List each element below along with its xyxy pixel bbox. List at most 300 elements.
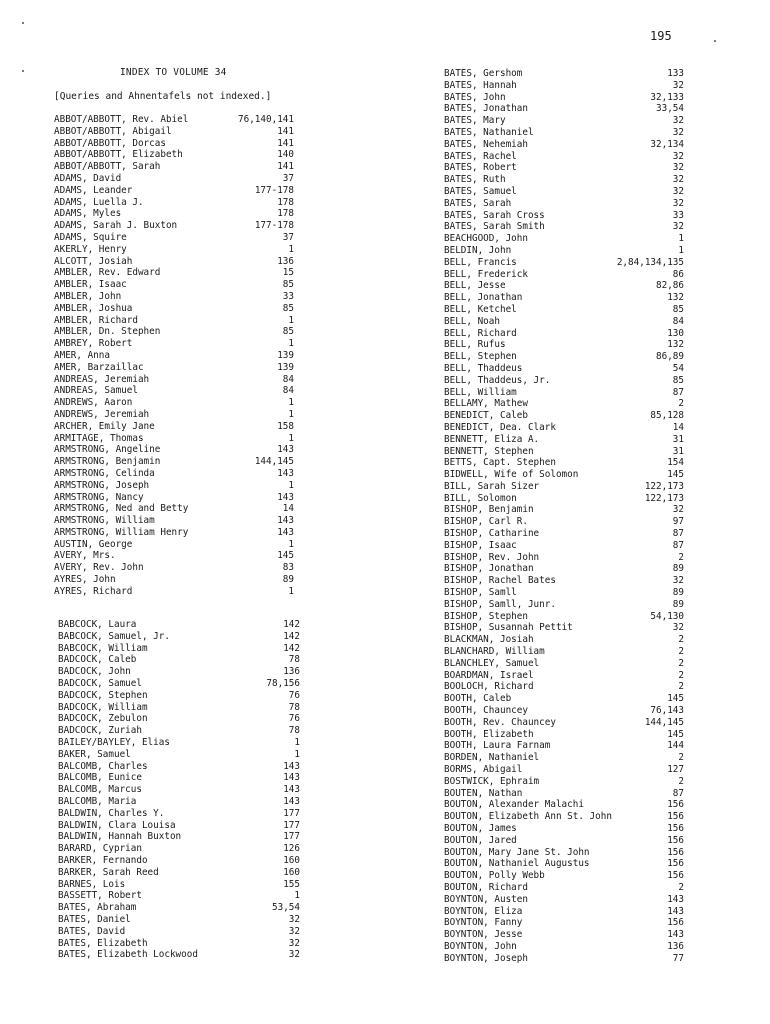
entry-pages: 85 xyxy=(282,279,294,291)
index-entry xyxy=(58,926,300,938)
index-entry xyxy=(444,280,684,292)
index-entry xyxy=(58,855,300,867)
entry-name: ANDREWS, Jeremiah xyxy=(54,408,150,420)
entry-name: BISHOP, Samll, Junr. xyxy=(444,598,556,610)
index-entry xyxy=(444,446,684,458)
entry-name: BISHOP, Catharine xyxy=(444,528,540,540)
index-entry xyxy=(58,678,300,690)
entry-name: ADAMS, David xyxy=(54,172,122,184)
entry-pages: 156 xyxy=(667,799,684,811)
entry-name: ABBOT/ABBOTT, Elizabeth xyxy=(54,149,183,161)
index-entry xyxy=(444,622,684,634)
entry-name: BOUTON, Richard xyxy=(444,881,528,893)
entry-pages: 158 xyxy=(277,420,294,432)
index-entry xyxy=(444,375,684,387)
entry-name: BELL, Rufus xyxy=(444,339,506,351)
entry-name: BABCOCK, Samuel, Jr. xyxy=(58,630,170,642)
index-entry xyxy=(58,890,300,902)
entry-pages: 1 xyxy=(288,432,294,444)
entry-pages: 32 xyxy=(288,925,300,937)
index-entry xyxy=(54,527,294,539)
entry-name: BOYNTON, John xyxy=(444,940,517,952)
index-entry xyxy=(54,539,294,551)
entry-name: BELL, Jonathan xyxy=(444,292,523,304)
entry-name: BATES, Samuel xyxy=(444,185,517,197)
entry-name: BELL, Francis xyxy=(444,256,517,268)
index-entry xyxy=(54,197,294,209)
index-entry xyxy=(54,173,294,185)
index-entry xyxy=(444,245,684,257)
index-entry xyxy=(444,493,684,505)
entry-pages: 141 xyxy=(277,161,294,173)
entry-name: ARMSTRONG, William xyxy=(54,515,155,527)
entry-pages: 1 xyxy=(288,585,294,597)
index-entry xyxy=(444,115,684,127)
entry-pages: 32,134 xyxy=(650,138,684,150)
entry-pages: 1 xyxy=(678,244,684,256)
entry-name: BOYNTON, Austen xyxy=(444,893,528,905)
entry-name: ARMSTRONG, Ned and Betty xyxy=(54,503,189,515)
entry-name: BOUTON, Polly Webb xyxy=(444,870,545,882)
entry-pages: 156 xyxy=(667,858,684,870)
entry-name: BOUTON, James xyxy=(444,823,517,834)
index-entry xyxy=(58,938,300,950)
entry-pages: 145 xyxy=(667,728,684,740)
entry-pages: 154 xyxy=(667,457,684,469)
entry-name: ADAMS, Sarah J. Buxton xyxy=(54,220,178,232)
entry-name: AMBLER, John xyxy=(54,290,122,302)
entry-pages: 87 xyxy=(672,787,684,799)
index-entry xyxy=(444,233,684,245)
index-entry xyxy=(58,772,300,784)
entry-name: BIDWELL, Wife of Solomon xyxy=(444,469,579,481)
entry-name: BATES, Robert xyxy=(444,162,517,174)
index-entry xyxy=(444,351,684,363)
entry-name: BELL, Noah xyxy=(444,315,500,327)
index-entry xyxy=(444,953,684,965)
entry-name: ANDREAS, Samuel xyxy=(54,385,138,397)
entry-pages: 32 xyxy=(672,162,684,174)
index-entry xyxy=(444,363,684,375)
entry-pages: 1 xyxy=(288,397,294,409)
entry-pages: 132 xyxy=(667,292,684,304)
index-entry xyxy=(54,149,294,161)
index-entry xyxy=(58,749,300,761)
index-entry xyxy=(444,103,684,115)
entry-name: BOYNTON, Fanny xyxy=(444,917,523,929)
entry-name: BADCOCK, Zuriah xyxy=(58,725,142,737)
index-entry xyxy=(58,761,300,773)
index-entry xyxy=(54,244,294,256)
index-entry xyxy=(444,68,684,80)
entry-pages: 76 xyxy=(288,713,300,725)
index-entry xyxy=(444,80,684,92)
entry-name: AMER, Barzaillac xyxy=(54,361,144,373)
entry-pages: 89 xyxy=(672,598,684,610)
index-entry xyxy=(444,210,684,222)
entry-name: BORDEN, Nathaniel xyxy=(444,752,540,764)
entry-pages: 122,173 xyxy=(644,480,684,492)
entry-pages: 143 xyxy=(277,491,294,503)
index-entry xyxy=(54,303,294,315)
entry-name: AVERY, Mrs. xyxy=(54,550,116,562)
entry-pages: 141 xyxy=(277,125,294,137)
entry-name: BATES, Mary xyxy=(444,115,506,127)
entry-name: BADCOCK, Caleb xyxy=(58,654,137,666)
entry-name: BATES, John xyxy=(444,91,506,103)
index-entry xyxy=(58,737,300,749)
index-entry xyxy=(54,279,294,291)
entry-name: ANDREAS, Jeremiah xyxy=(54,373,150,385)
entry-name: BATES, Sarah Smith xyxy=(444,221,545,233)
entry-pages: 143 xyxy=(283,760,300,772)
index-entry xyxy=(54,232,294,244)
index-heading: INDEX TO VOLUME 34 xyxy=(120,67,227,78)
entry-name: AMBLER, Rev. Edward xyxy=(54,267,161,279)
entry-pages: 2 xyxy=(678,752,684,764)
entry-name: BENEDICT, Caleb xyxy=(444,410,528,422)
index-entry xyxy=(54,326,294,338)
entry-pages: 87 xyxy=(672,386,684,398)
entry-name: BOUTON, Jared xyxy=(444,834,517,846)
entry-name: BADCOCK, Stephen xyxy=(58,689,148,701)
entry-pages: 142 xyxy=(283,630,300,642)
entry-pages: 127 xyxy=(667,764,684,776)
index-entry xyxy=(444,658,684,670)
index-entry xyxy=(58,784,300,796)
entry-name: BARKER, Fernando xyxy=(58,854,148,866)
entry-name: AMER, Anna xyxy=(54,349,110,361)
entry-pages: 1 xyxy=(294,736,300,748)
entry-name: AYRES, John xyxy=(54,574,116,586)
index-entry xyxy=(444,906,684,918)
index-entry xyxy=(444,151,684,163)
index-entry xyxy=(58,843,300,855)
entry-pages: 54,130 xyxy=(650,610,684,622)
entry-pages: 32 xyxy=(672,622,684,634)
entry-name: ALCOTT, Josiah xyxy=(54,255,133,267)
index-entry xyxy=(54,515,294,527)
entry-name: ADAMS, Squire xyxy=(54,231,127,243)
index-entry xyxy=(58,643,300,655)
index-entry xyxy=(444,670,684,682)
entry-pages: 143 xyxy=(667,929,684,941)
index-entry xyxy=(58,631,300,643)
entry-pages: 89 xyxy=(672,587,684,599)
index-entry xyxy=(444,328,684,340)
entry-pages: 2 xyxy=(678,634,684,646)
entry-name: BOYNTON, Jesse xyxy=(444,929,523,941)
entry-name: BATES, Rachel xyxy=(444,150,517,162)
entry-pages: 156 xyxy=(667,846,684,858)
entry-pages: 32 xyxy=(672,197,684,209)
entry-name: BATES, Nehemiah xyxy=(444,138,528,150)
entry-pages: 1 xyxy=(294,748,300,760)
entry-name: BAILEY/BAYLEY, Elias xyxy=(58,736,170,748)
entry-pages: 132 xyxy=(667,339,684,351)
index-entry xyxy=(444,457,684,469)
entry-name: BISHOP, Jonathan xyxy=(444,563,534,575)
entry-name: BILL, Solomon xyxy=(444,492,517,504)
entry-pages: 2 xyxy=(678,551,684,563)
entry-name: ARMSTRONG, Angeline xyxy=(54,444,161,456)
entry-pages: 136 xyxy=(667,940,684,952)
index-entry xyxy=(54,421,294,433)
entry-pages: 31 xyxy=(672,433,684,445)
index-entry xyxy=(444,516,684,528)
entry-name: ADAMS, Leander xyxy=(54,184,133,196)
entry-name: BALCOMB, Maria xyxy=(58,795,137,807)
entry-name: ARMSTRONG, Nancy xyxy=(54,491,144,503)
index-entry xyxy=(444,528,684,540)
scan-speck xyxy=(22,22,24,24)
entry-name: BALDWIN, Charles Y. xyxy=(58,807,165,819)
index-entry xyxy=(58,867,300,879)
entry-pages: 89 xyxy=(282,574,294,586)
index-entry xyxy=(54,385,294,397)
entry-pages: 15 xyxy=(282,267,294,279)
index-entry xyxy=(54,114,294,126)
entry-name: BATES, David xyxy=(58,925,126,937)
entry-name: BENEDICT, Dea. Clark xyxy=(444,421,556,433)
entry-name: AYRES, Richard xyxy=(54,585,133,597)
entry-name: AUSTIN, George xyxy=(54,538,133,550)
entry-name: BATES, Hannah xyxy=(444,79,517,91)
entry-name: ARMITAGE, Thomas xyxy=(54,432,144,444)
entry-pages: 32 xyxy=(672,185,684,197)
entry-pages: 1 xyxy=(288,338,294,350)
index-entry xyxy=(444,705,684,717)
entry-name: AMBLER, Joshua xyxy=(54,302,133,314)
index-entry xyxy=(58,796,300,808)
entry-name: BADCOCK, Zebulon xyxy=(58,713,148,725)
entry-pages: 156 xyxy=(667,870,684,882)
entry-name: ARCHER, Emily Jane xyxy=(54,420,155,432)
entry-name: BAKER, Samuel xyxy=(58,748,131,760)
index-entry xyxy=(444,646,684,658)
entry-pages: 142 xyxy=(283,642,300,654)
index-entry xyxy=(58,666,300,678)
entry-name: BATES, Elizabeth Lockwood xyxy=(58,949,198,961)
entry-pages: 156 xyxy=(667,917,684,929)
index-column-left-a xyxy=(54,114,294,598)
index-entry xyxy=(444,481,684,493)
index-entry xyxy=(444,788,684,800)
entry-name: AMBLER, Richard xyxy=(54,314,138,326)
entry-pages: 1 xyxy=(288,243,294,255)
entry-name: BATES, Nathaniel xyxy=(444,126,534,138)
entry-pages: 32 xyxy=(672,504,684,516)
entry-pages: 145 xyxy=(667,693,684,705)
entry-pages: 1 xyxy=(288,479,294,491)
entry-name: ADAMS, Myles xyxy=(54,208,122,220)
entry-name: ARMSTRONG, Joseph xyxy=(54,479,150,491)
entry-pages: 156 xyxy=(667,811,684,823)
index-entry xyxy=(54,126,294,138)
entry-name: BALCOMB, Marcus xyxy=(58,784,142,796)
index-entry xyxy=(54,208,294,220)
index-entry xyxy=(444,681,684,693)
index-entry xyxy=(444,398,684,410)
index-entry xyxy=(444,858,684,870)
index-entry xyxy=(58,702,300,714)
scan-speck xyxy=(714,40,716,42)
entry-name: BLACKMAN, Josiah xyxy=(444,634,534,646)
entry-pages: 14 xyxy=(282,503,294,515)
index-entry xyxy=(444,221,684,233)
entry-name: BOOTH, Caleb xyxy=(444,693,512,705)
entry-pages: 143 xyxy=(277,444,294,456)
entry-name: BISHOP, Isaac xyxy=(444,539,517,551)
entry-name: BOUTEN, Nathan xyxy=(444,787,523,799)
entry-pages: 139 xyxy=(277,349,294,361)
entry-name: BASSETT, Robert xyxy=(58,890,142,902)
entry-pages: 83 xyxy=(282,562,294,574)
index-entry xyxy=(58,820,300,832)
index-entry xyxy=(444,504,684,516)
entry-pages: 89 xyxy=(672,563,684,575)
index-entry xyxy=(54,220,294,232)
index-note: [Queries and Ahnentafels not indexed.] xyxy=(54,91,272,102)
entry-name: BEACHGOOD, John xyxy=(444,233,528,245)
entry-name: BOOTH, Chauncey xyxy=(444,705,528,717)
entry-name: BALDWIN, Hannah Buxton xyxy=(58,831,182,843)
entry-pages: 85 xyxy=(672,303,684,315)
index-entry xyxy=(444,410,684,422)
entry-pages: 141 xyxy=(277,137,294,149)
entry-pages: 33 xyxy=(672,209,684,221)
entry-name: BELL, William xyxy=(444,386,517,398)
entry-pages: 1 xyxy=(288,408,294,420)
entry-pages: 82,86 xyxy=(656,280,684,292)
entry-pages: 87 xyxy=(672,539,684,551)
entry-name: BISHOP, Rachel Bates xyxy=(444,575,556,587)
entry-pages: 33 xyxy=(282,290,294,302)
entry-name: BISHOP, Rev. John xyxy=(444,551,540,563)
entry-name: ABBOT/ABBOTT, Rev. Abiel xyxy=(54,114,189,125)
entry-pages: 143 xyxy=(667,893,684,905)
index-entry xyxy=(58,831,300,843)
entry-name: ANDREWS, Aaron xyxy=(54,397,133,409)
index-entry xyxy=(444,563,684,575)
entry-pages: 85 xyxy=(672,374,684,386)
index-entry xyxy=(54,138,294,150)
entry-name: BOARDMAN, Israel xyxy=(444,669,534,681)
entry-pages: 145 xyxy=(277,550,294,562)
entry-name: ARMSTRONG, William Henry xyxy=(54,526,189,538)
entry-pages: 86,89 xyxy=(656,351,684,363)
entry-pages: 32 xyxy=(672,79,684,91)
entry-name: BATES, Daniel xyxy=(58,913,131,925)
entry-pages: 1 xyxy=(288,314,294,326)
index-entry xyxy=(54,586,294,598)
entry-name: BISHOP, Samll xyxy=(444,587,517,599)
entry-name: ABBOT/ABBOTT, Sarah xyxy=(54,161,161,173)
entry-name: BISHOP, Susannah Pettit xyxy=(444,622,573,634)
entry-pages: 87 xyxy=(672,528,684,540)
entry-pages: 2 xyxy=(678,669,684,681)
entry-pages: 32 xyxy=(672,575,684,587)
entry-name: BISHOP, Carl R. xyxy=(444,516,528,528)
entry-pages: 2,84,134,135 xyxy=(616,256,684,268)
entry-name: BOOTH, Rev. Chauncey xyxy=(444,716,556,728)
entry-name: BABCOCK, William xyxy=(58,642,148,654)
index-entry xyxy=(444,269,684,281)
entry-name: BOYNTON, Eliza xyxy=(444,905,523,917)
entry-name: AMBLER, Isaac xyxy=(54,279,127,291)
index-entry xyxy=(54,350,294,362)
entry-pages: 53,54 xyxy=(272,902,300,914)
entry-pages: 2 xyxy=(678,681,684,693)
index-entry xyxy=(444,799,684,811)
index-entry xyxy=(444,434,684,446)
scan-speck xyxy=(22,70,24,72)
entry-name: BELL, Stephen xyxy=(444,351,517,363)
entry-pages: 136 xyxy=(277,255,294,267)
entry-name: BARARD, Cyprian xyxy=(58,843,142,855)
index-entry xyxy=(444,127,684,139)
entry-pages: 2 xyxy=(678,775,684,787)
entry-pages: 136 xyxy=(283,666,300,678)
entry-pages: 32 xyxy=(288,913,300,925)
entry-pages: 86 xyxy=(672,268,684,280)
entry-name: BELL, Jesse xyxy=(444,280,506,292)
index-entry xyxy=(444,162,684,174)
entry-pages: 32 xyxy=(672,115,684,127)
entry-pages: 143 xyxy=(283,795,300,807)
index-entry xyxy=(444,304,684,316)
index-entry xyxy=(54,574,294,586)
entry-name: BLANCHLEY, Samuel xyxy=(444,657,540,669)
entry-name: BISHOP, Benjamin xyxy=(444,504,534,516)
entry-name: AMBLER, Dn. Stephen xyxy=(54,326,161,338)
entry-pages: 78,156 xyxy=(266,677,300,689)
entry-pages: 2 xyxy=(678,657,684,669)
index-entry xyxy=(54,492,294,504)
entry-name: BATES, Gershom xyxy=(444,68,523,79)
entry-name: BISHOP, Stephen xyxy=(444,610,528,622)
entry-pages: 145 xyxy=(667,469,684,481)
entry-pages: 32 xyxy=(672,174,684,186)
entry-name: BOUTON, Mary Jane St. John xyxy=(444,846,590,858)
entry-name: BATES, Sarah xyxy=(444,197,512,209)
page-number: 195 xyxy=(650,29,672,43)
entry-name: AMBREY, Robert xyxy=(54,338,133,350)
entry-name: AKERLY, Henry xyxy=(54,243,127,255)
index-entry xyxy=(54,362,294,374)
index-entry xyxy=(58,949,300,961)
entry-pages: 143 xyxy=(277,467,294,479)
entry-name: BELLAMY, Mathew xyxy=(444,398,528,410)
entry-name: BATES, Jonathan xyxy=(444,103,528,115)
entry-pages: 156 xyxy=(667,834,684,846)
entry-pages: 1 xyxy=(294,890,300,902)
index-entry xyxy=(54,291,294,303)
entry-name: BOSTWICK, Ephraim xyxy=(444,775,540,787)
index-entry xyxy=(58,619,300,631)
entry-name: BALCOMB, Eunice xyxy=(58,772,142,784)
index-entry xyxy=(444,611,684,623)
entry-pages: 85 xyxy=(282,326,294,338)
entry-pages: 177-178 xyxy=(254,220,294,232)
index-entry xyxy=(444,823,684,835)
index-entry xyxy=(444,729,684,741)
entry-pages: 144,145 xyxy=(254,456,294,468)
entry-name: BOYNTON, Joseph xyxy=(444,952,528,964)
entry-name: BATES, Elizabeth xyxy=(58,937,148,949)
entry-pages: 160 xyxy=(283,866,300,878)
index-entry xyxy=(444,186,684,198)
